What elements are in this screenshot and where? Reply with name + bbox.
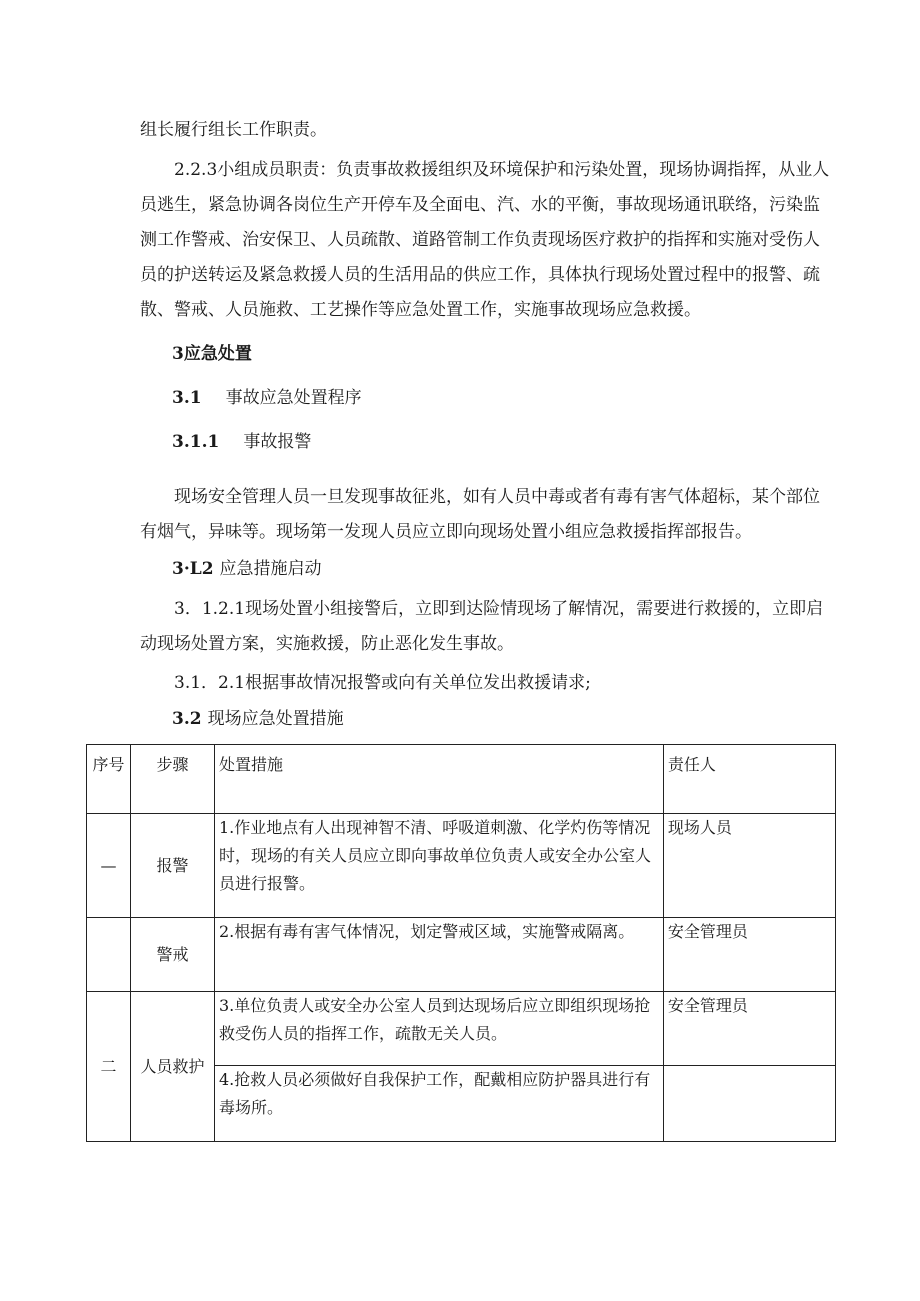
heading-3-1-1 [172,430,311,454]
table-row [87,918,836,992]
heading-3 [172,342,252,366]
header-person: 责任人 [663,745,835,814]
header-measure: 处置措施 [214,745,663,814]
heading-3-1-2-number: 3·L2 [172,559,214,579]
table-row [87,992,836,1066]
heading-3-1-number: 3.1 [172,388,202,408]
paragraph-alarm: 现场安全管理人员一旦发现事故征兆，如有人员中毒或者有毒有害气体超标，某个部位有烟气，异味等。现场第一发现人员应立即向现场处置小组应急救援指挥部报告。 [140,487,820,542]
paragraph-leader-duty: 组长履行组长工作职责。 [140,120,327,140]
cell-person: 现场人员 [663,814,835,918]
cell-measure: 3.单位负责人或安全办公室人员到达现场后应立即组织现场抢救受伤人员的指挥工作，疏散无关人员。 [214,992,663,1066]
cell-no: — [87,814,131,918]
heading-3-1-1-number: 3.1.1 [172,432,220,452]
cell-person: 安全管理员 [663,992,835,1066]
cell-measure: 1.作业地点有人出现神智不清、呼吸道刺激、化学灼伤等情况时，现场的有关人员应立即向事故单位负责人或安全办公室人员进行报警。 [214,814,663,918]
cell-person [663,1066,835,1142]
heading-3-2 [172,707,344,731]
heading-3-1 [172,386,362,410]
cell-measure: 2.根据有毒有害气体情况，划定警戒区域，实施警戒隔离。 [214,918,663,992]
heading-3-1-1-text: 事故报警 [243,432,312,452]
cell-step: 报警 [131,814,215,918]
heading-3-1-2-text: 应急措施启动 [219,559,322,579]
cell-step: 人员救护 [131,992,215,1142]
heading-3-1-2 [172,557,322,581]
header-no: 序号 [87,745,131,814]
heading-3-text: 3应急处置 [172,344,252,364]
heading-3-2-number: 3.2 [172,709,202,729]
heading-3-2-text: 现场应急处置措施 [207,709,344,729]
paragraph-start-measures-1: 3．1.2.1现场处置小组接警后，立即到达险情现场了解情况，需要进行救援的，立即启动现场处置方案，实施救援，防止恶化发生事故。 [140,599,824,654]
measures-table [86,744,836,1142]
table-row [87,814,836,918]
paragraph-start-measures-2: 3.1．2.1根据事故情况报警或向有关单位发出救援请求; [174,673,591,693]
cell-step: 警戒 [131,918,215,992]
table-header-row [87,745,836,814]
cell-no: 二 [87,992,131,1142]
header-step: 步骤 [131,745,215,814]
cell-person: 安全管理员 [663,918,835,992]
paragraph-member-duties: 2.2.3小组成员职责：负责事故救援组织及环境保护和污染处置，现场协调指挥，从业人员逃生，紧急协调各岗位生产开停车及全面电、汽、水的平衡，事故现场通讯联络，污染监测工作警戒、治安保卫、人员疏散、道路管制工作负责现场医疗救护的指挥和实施对受伤人员的护送转运及紧急救援人员的生活用品的供应工作，具体执行现场处置过程中的报警、疏散、警戒、人员施救、工艺操作等应急处置工作，实施事故现场应急救援。 [140,160,830,320]
cell-measure: 4.抢救人员必须做好自我保护工作，配戴相应防护器具进行有毒场所。 [214,1066,663,1142]
heading-3-1-text: 事故应急处置程序 [225,388,362,408]
cell-no [87,918,131,992]
